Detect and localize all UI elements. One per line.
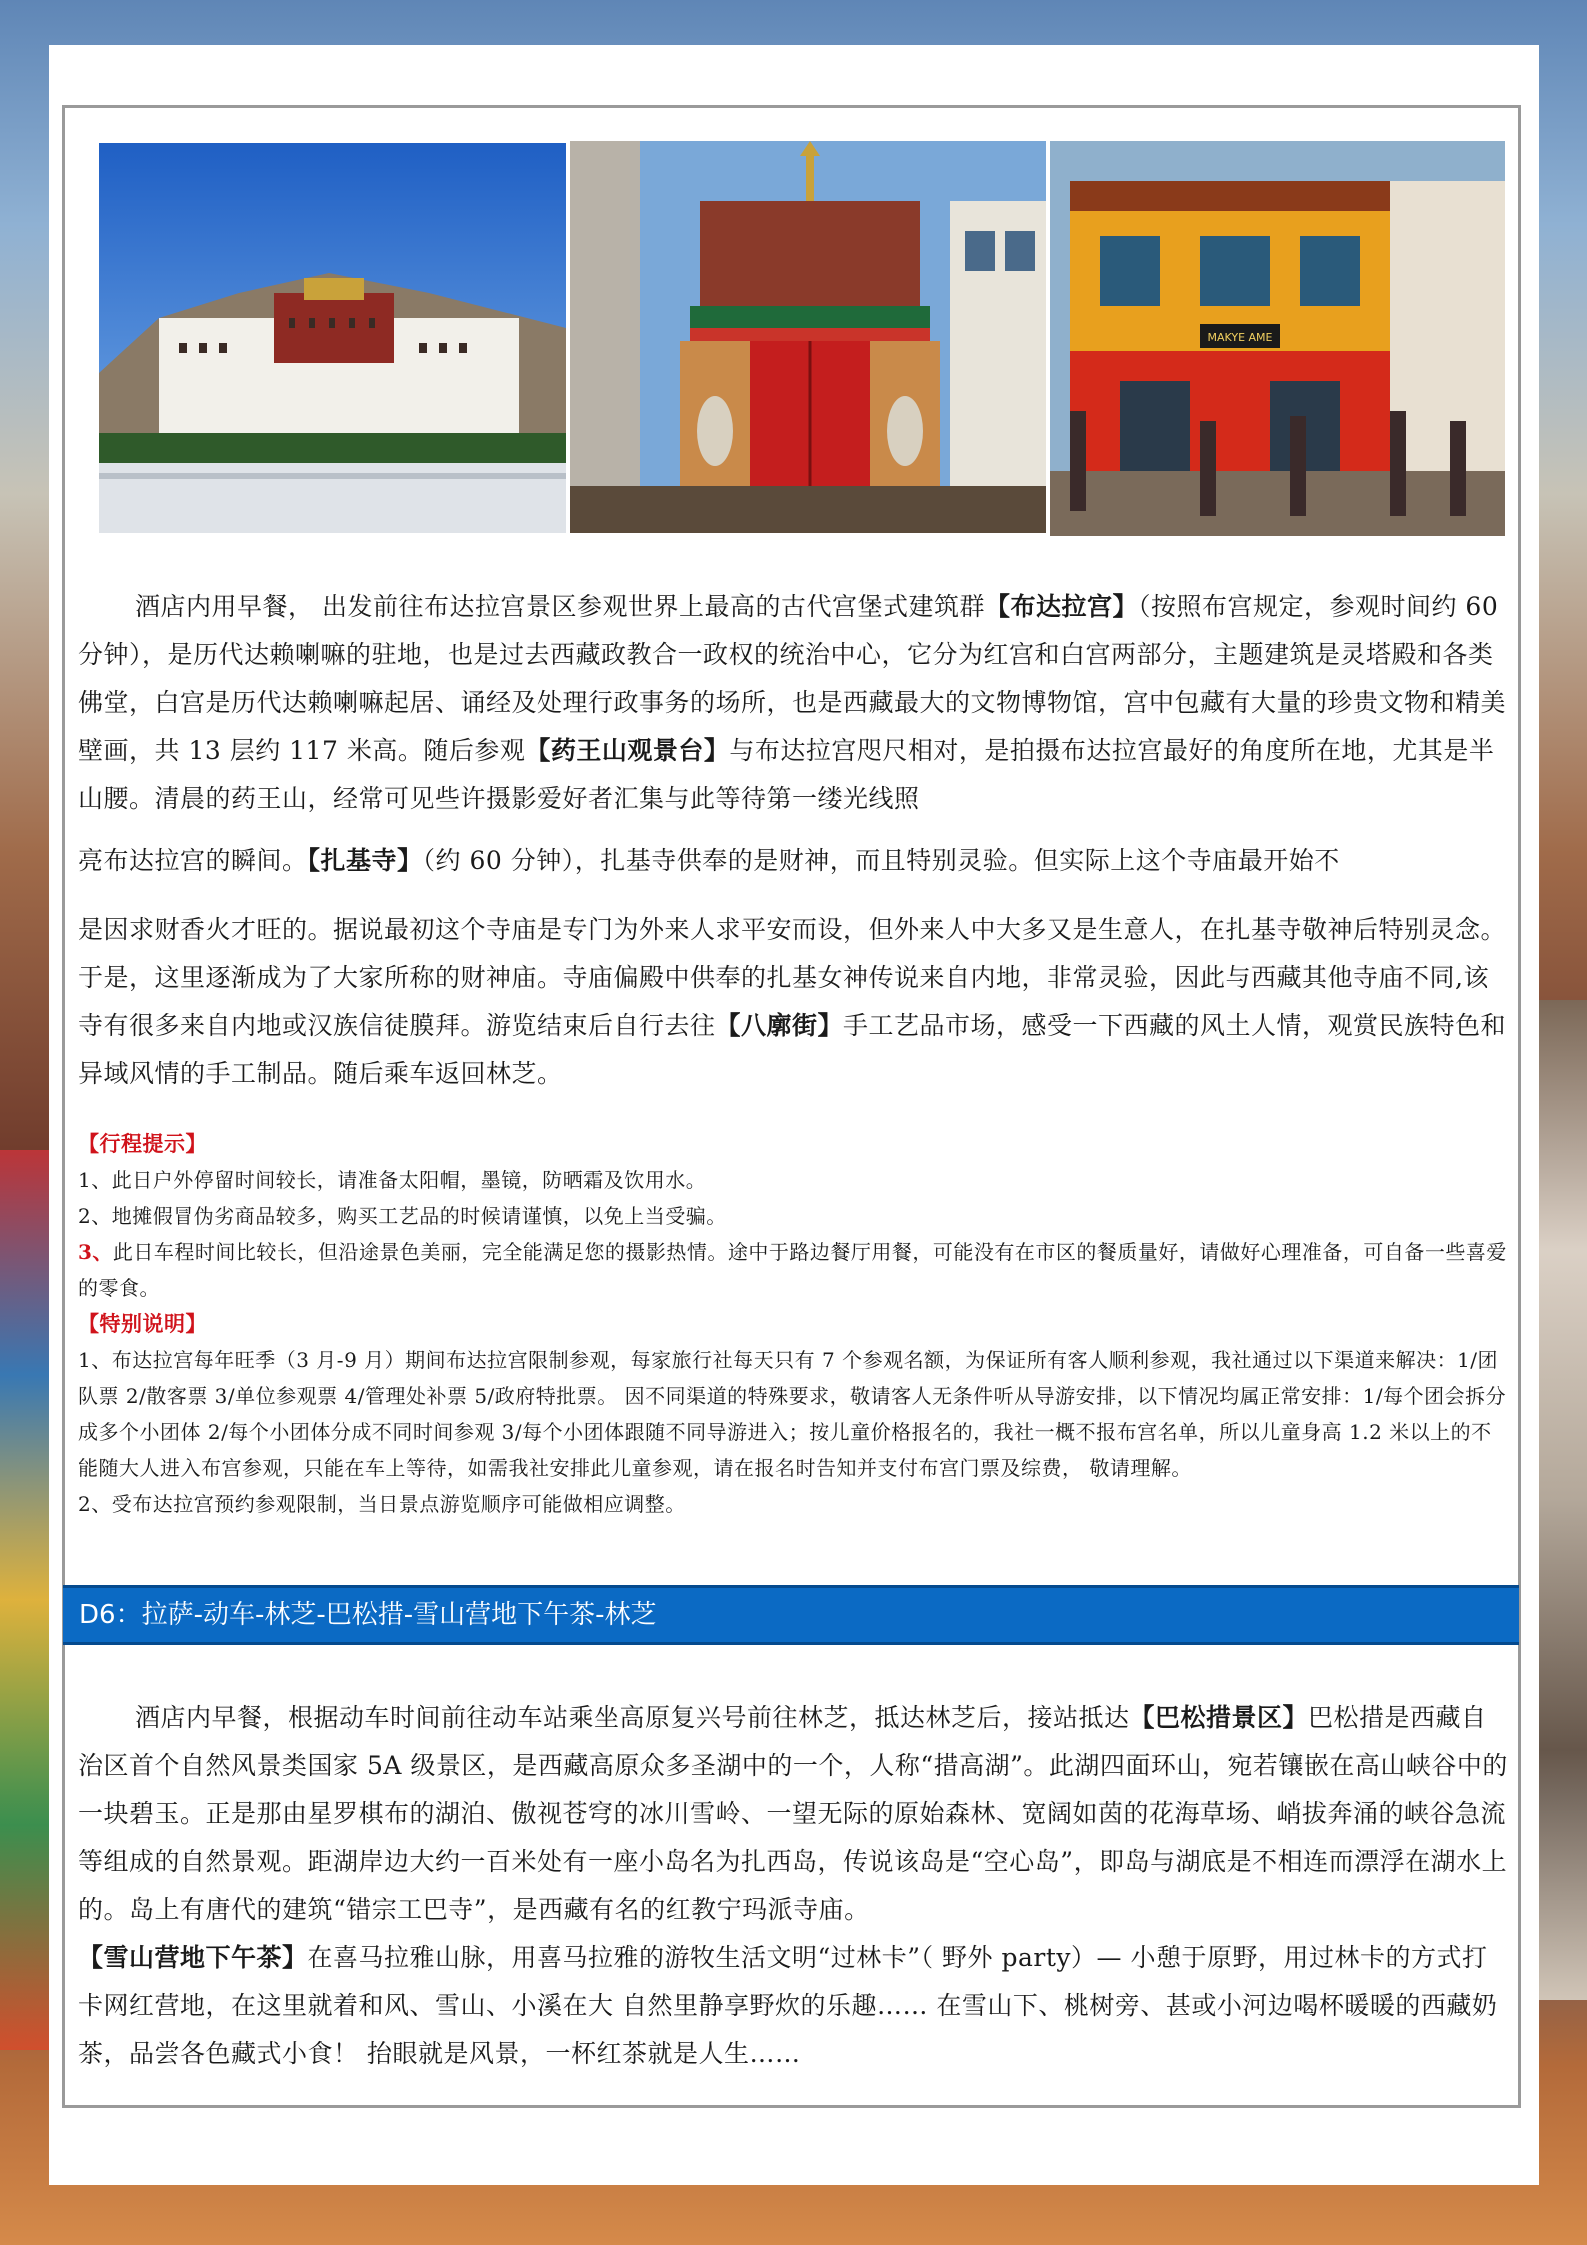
day5-paragraph-2: 亮布达拉宫的瞬间。【扎基寺】（约 60 分钟），扎基寺供奉的是财神，而且特别灵验。但实际上这个寺庙最开始不 [78, 846, 1340, 875]
potala-palace-photo [99, 143, 566, 533]
tip-item-3: 3、此日车程时间比较长，但沿途景色美丽，完全能满足您的摄影热情。途中于路边餐厅用餐，可能没有在市区的餐质量好，请做好心理准备，可自备一些喜爱的零食。 [78, 1240, 1507, 1300]
special-item-1: 1、布达拉宫每年旺季（3 月-9 月）期间布达拉宫限制参观，每家旅行社每天只有 7 个参观名额，为保证所有客人顺利参观，我社通过以下渠道来解决：1/团队票 2/散客票 3/单位参观票 4/管理处补票 5/政府特批票。 因不同渠道的特殊要求，敬请客人无条件听从导游安排，以下情况均属正常安排：1/每个团会拆分成多个小团体 2/每个小团体分成不同时间参观 3/每个小团体跟随不同导游进入；按儿童价格报名的，我社一概不报布宫名单，所以儿童身高 1.2 米以上的不能随大人进入布宫参观，只能在车上等待，如需我社安排此儿童参观，请在报名时告知并支付布宫门票及综费， 敬请理解。 [78, 1348, 1507, 1480]
yaowang-highlight: 【药王山观景台】 [525, 736, 730, 765]
temple-gate-photo [570, 141, 1046, 533]
day6-description: 酒店内早餐，根据动车时间前往动车站乘坐高原复兴号前往林芝，抵达林芝后，接站抵达【巴松措景区】巴松措是西藏自治区首个自然风景类国家 5A 级景区，是西藏高原众多圣湖中的一个，人称“措高湖”。此湖四面环山，宛若镶嵌在高山峡谷中的一块碧玉。正是那由星罗棋布的湖泊、傲视苍穹的冰川雪岭、一望无际的原始森林、宽阔如茵的花海草场、峭拔奔涌的峡谷急流等组成的自然景观。距湖岸边大约一百米处有一座小岛名为扎西岛，传说该岛是“空心岛”，即岛与湖底是不相连而漂浮在湖水上的。岛上有唐代的建筑“错宗工巴寺”，是西藏有名的红教宁玛派寺庙。 【雪山营地下午茶】在喜马拉雅山脉，用喜马拉雅的游牧生活文明“过林卡”（ 野外 party）— 小憩于原野，用过林卡的方式打卡网红营地，在这里就着和风、雪山、小溪在大 自然里静享野炊的乐趣…… 在雪山下、桃树旁、甚或小河边喝杯暖暖的西藏奶茶，品尝各色藏式小食！ 抬眼就是风景，一杯红茶就是人生…… [78, 1703, 1508, 2068]
trip-tips [78, 1126, 1508, 1522]
special-item-2: 2、受布达拉宫预约参观限制，当日景点游览顺序可能做相应调整。 [78, 1492, 686, 1516]
background-prayer-flags-left [0, 1150, 49, 2050]
basongcuo-highlight: 【巴松措景区】 [1129, 1703, 1309, 1732]
day5-description [78, 583, 1508, 823]
snow-camp-highlight: 【雪山营地下午茶】 [78, 1943, 308, 1972]
potala-highlight: 【布达拉宫】 [984, 592, 1138, 621]
tips-title: 【行程提示】 [78, 1132, 207, 1156]
makye-ame-sign: MAKYE AME [1207, 331, 1273, 344]
day6-title-banner: D6：拉萨-动车-林芝-巴松措-雪山营地下午茶-林芝 [63, 1585, 1519, 1645]
special-title: 【特别说明】 [78, 1312, 207, 1336]
barkhor-makye-ame-photo [1050, 141, 1505, 536]
day5-paragraph-3: 是因求财香火才旺的。据说最初这个寺庙是专门为外来人求平安而设，但外来人中大多又是生意人，在扎基寺敬神后特别灵念。于是，这里逐渐成为了大家所称的财神庙。寺庙偏殿中供奉的扎基女神传说来自内地，非常灵验，因此与西藏其他寺庙不同,该寺有很多来自内地或汉族信徒膜拜。游览结束后自行去往【八廓街】手工艺品市场，感受一下西藏的风土人情，观赏民族特色和异域风情的手工制品。随后乘车返回林芝。 [78, 915, 1507, 1088]
barkhor-highlight: 【八廓街】 [715, 1011, 844, 1040]
background-town-right [1539, 1000, 1587, 2000]
tip-item-2: 2、地摊假冒伪劣商品较多，购买工艺品的时候请谨慎，以免上当受骗。 [78, 1204, 727, 1228]
tip-item-1: 1、此日户外停留时间较长，请准备太阳帽，墨镜，防晒霜及饮用水。 [78, 1168, 707, 1192]
day5-paragraph-1: 酒店内用早餐， 出发前往布达拉宫景区参观世界上最高的古代宫堡式建筑群【布达拉宫】（按照布宫规定，参观时间约 60 分钟），是历代达赖喇嘛的驻地，也是过去西藏政教合一政权的统治中心，它分为红宫和白宫两部分，主题建筑是灵塔殿和各类佛堂，白宫是历代达赖喇嘛起居、诵经及处理行政事务的场所，也是西藏最大的文物博物馆，宫中包藏有大量的珍贵文物和精美壁画，共 13 层约 117 米高。随后参观【药王山观景台】与布达拉宫咫尺相对，是拍摄布达拉宫最好的角度所在地，尤其是半山腰。清晨的药王山，经常可见些许摄影爱好者汇集与此等待第一缕光线照 [78, 592, 1507, 813]
zhaji-highlight: 【扎基寺】 [307, 846, 423, 875]
